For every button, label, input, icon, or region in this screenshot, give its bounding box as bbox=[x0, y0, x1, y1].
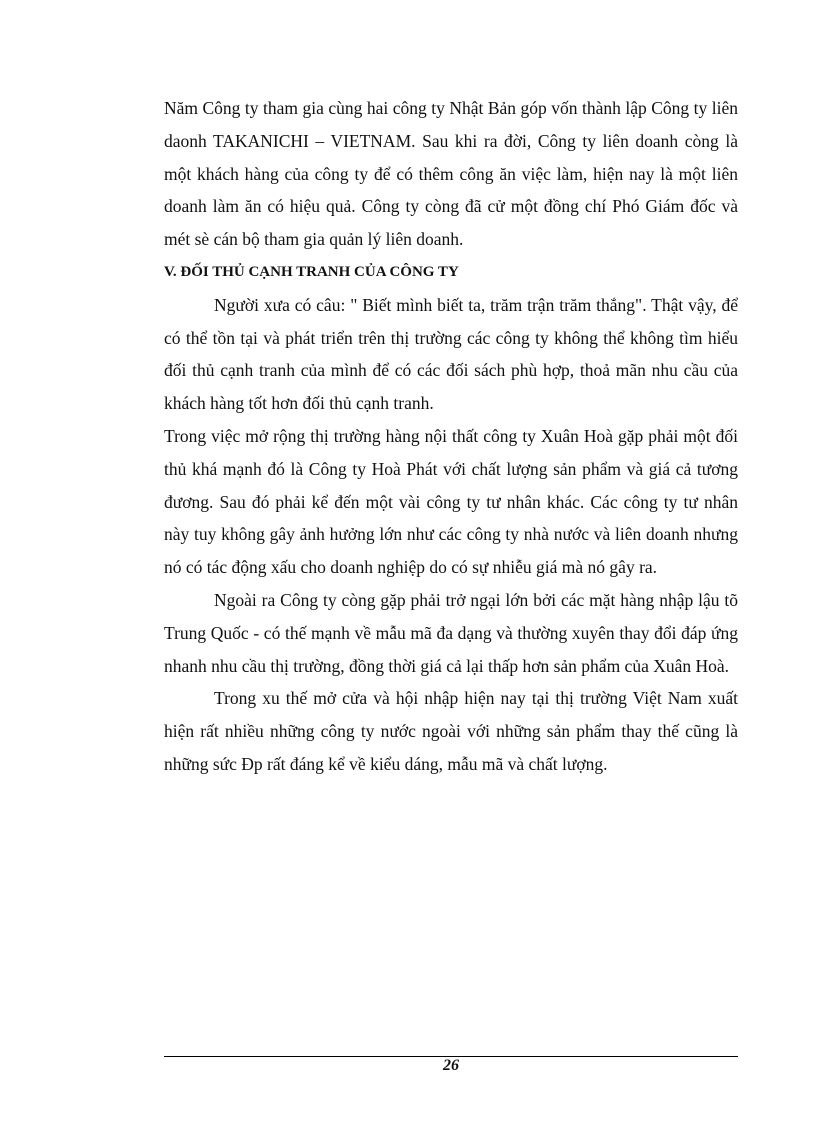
page-number: 26 bbox=[443, 1057, 459, 1074]
paragraph-smuggled-goods: Ngoài ra Công ty còng gặp phải trở ngại lớn bởi các mặt hàng nhập lậu tõ Trung Quốc - có thế mạnh về mẫu mã đa dạng và thường xuyên thay đổi đáp ứng nhanh nhu cầu thị trường, đồng thời giá cả lại thấp hơn sản phẩm của Xuân Hoà. bbox=[164, 589, 738, 676]
document-body bbox=[164, 92, 738, 781]
paragraph-foreign-companies: Trong xu thế mở cửa và hội nhập hiện nay tại thị trường Việt Nam xuất hiện rất nhiều những công ty nước ngoài với những sản phẩm thay thế cũng là những sức Ðp rất đáng kể về kiểu dáng, mẫu mã và chất lượng. bbox=[164, 688, 738, 774]
paragraph-know-yourself: Người xưa có câu: " Biết mình biết ta, trăm trận trăm thắng". Thật vậy, để có thể tồn tại và phát triển trên thị trường các công ty không thể không tìm hiểu đối thủ cạnh tranh của mình để có các đối sách phù hợp, thoả mãn nhu cầu của khách hàng tốt hơn đối thủ cạnh tranh. bbox=[164, 294, 738, 414]
section-heading: V. ĐỐI THỦ CẠNH TRANH CỦA CÔNG TY bbox=[164, 263, 459, 280]
paragraph-joint-venture: Năm Công ty tham gia cùng hai công ty Nhật Bản góp vốn thành lập Công ty liên daonh TAKANICHI – VIETNAM. Sau khi ra đời, Công ty liên doanh còng là một khách hàng của công ty để có thêm công ăn việc làm, hiện nay là một liên doanh làm ăn có hiệu quả. Công ty còng đã cử một đồng chí Phó Giám đốc và mét sè cán bộ tham gia quản lý liên doanh. bbox=[164, 98, 738, 250]
paragraph-competitor-hoa-phat: Trong việc mở rộng thị trường hàng nội thất công ty Xuân Hoà gặp phải một đối thủ khá mạnh đó là Công ty Hoà Phát với chất lượng sản phẩm và giá cả tương đương. Sau đó phải kể đến một vài công ty tư nhân khác. Các công ty tư nhân này tuy không gây ảnh hưởng lớn như các công ty nhà nước và liên doanh nhưng nó có tác động xấu cho doanh nghiệp do có sự nhiễu giá mà nó gây ra. bbox=[164, 425, 738, 578]
